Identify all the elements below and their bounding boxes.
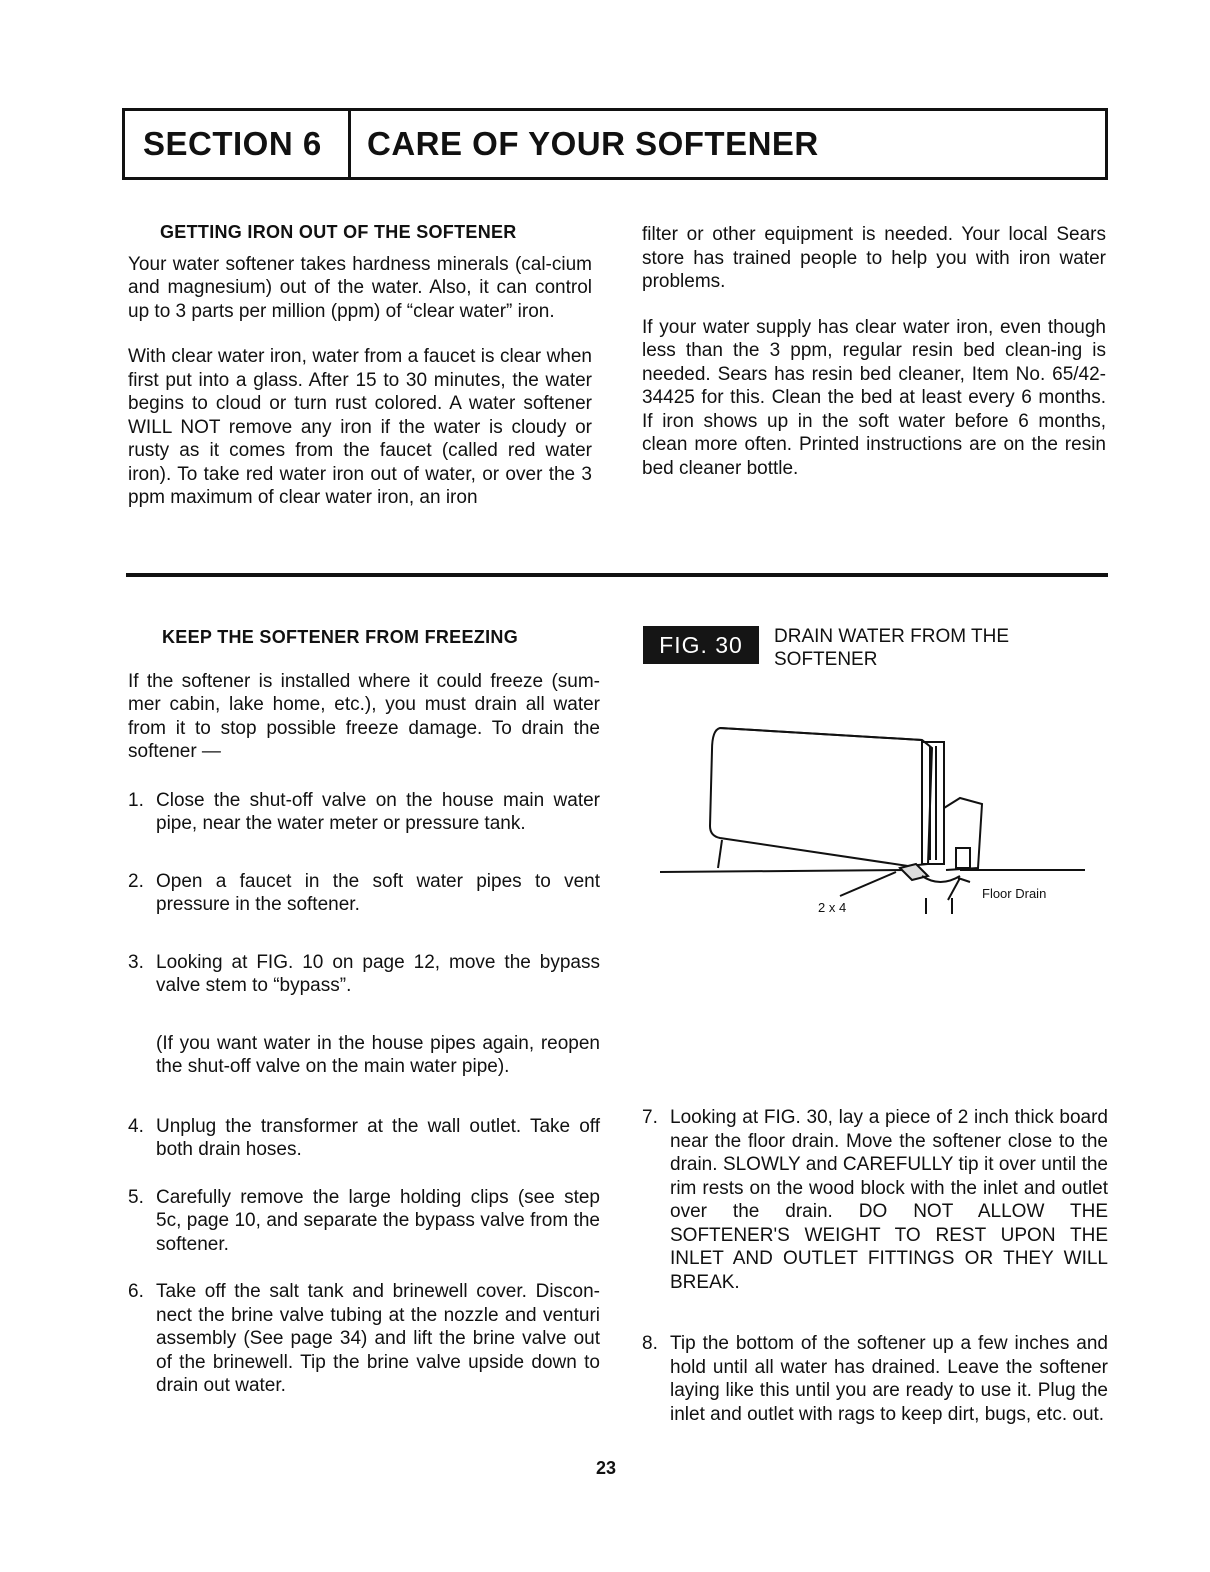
iron-right-column	[642, 223, 1106, 480]
softener-drain-illustration	[660, 700, 1090, 930]
iron-left-column	[128, 221, 592, 510]
list-item: 2. Open a faucet in the soft water pipes to vent pressure in the softener.	[128, 870, 600, 915]
iron-paragraph-1: Your water softener takes hardness minerals (cal-cium and magnesium) out of the water. Also, it can control up to 3 parts per million (ppm) of “clear water” iron.	[128, 253, 592, 322]
drain-label: Floor Drain	[982, 886, 1047, 901]
freeze-intro: If the softener is installed where it could freeze (sum-mer cabin, lake home, etc.), you must drain all water from it to stop possible freeze damage. To drain the softener —	[128, 670, 600, 762]
section-divider	[126, 573, 1108, 577]
iron-heading: GETTING IRON OUT OF THE SOFTENER	[160, 222, 517, 242]
section-number: SECTION 6	[125, 111, 351, 177]
iron-paragraph-2: With clear water iron, water from a faucet is clear when first put into a glass. After 15 to 30 minutes, the water begins to cloud or turn rust colored. A water softener WILL NOT remove any iron if the water is cloudy or rusty as it comes from the faucet (called red water iron). To take red water iron out of water, or over the 3 ppm maximum of clear water iron, an iron	[128, 346, 592, 508]
section-title: CARE OF YOUR SOFTENER	[367, 125, 819, 162]
list-item: (If you want water in the house pipes again, reopen the shut-off valve on the main water pipe).	[156, 1032, 600, 1077]
figure-caption: DRAIN WATER FROM THE SOFTENER	[774, 626, 1010, 670]
list-item: 8. Tip the bottom of the softener up a few inches and hold until all water has drained. Leave the softener laying like this until you are ready to use it. Plug the inlet and outlet with rags to keep dirt, bugs, etc. out.	[642, 1333, 1108, 1425]
figure-label: FIG. 30	[643, 626, 759, 664]
list-item: 6. Take off the salt tank and brinewell cover. Discon-nect the brine valve tubing at the nozzle and venturi assembly (See page 34) and lift the brine valve out of the brinewell. Tip the brine valve upside down to drain out water.	[128, 1281, 600, 1396]
list-item: 4. Unplug the transformer at the wall outlet. Take off both drain hoses.	[128, 1115, 600, 1160]
floor-line-left	[660, 870, 912, 872]
iron-paragraph-3: filter or other equipment is needed. Your local Sears store has trained people to help you with iron water problems.	[642, 224, 1106, 292]
section-header	[122, 108, 1108, 180]
freeze-left-column	[128, 626, 600, 1398]
list-item: 5. Carefully remove the large holding clips (see step 5c, page 10, and separate the bypass valve from the softener.	[128, 1186, 600, 1255]
page-number: 23	[596, 1458, 617, 1478]
list-item: 7. Looking at FIG. 30, lay a piece of 2 inch thick board near the floor drain. Move the softener close to the drain. SLOWLY and CAREFULLY tip it over until the rim rests on the wood block with the inlet and outlet over the drain. DO NOT ALLOW THE SOFTENER'S WEIGHT TO REST UPON THE INLET AND OUTLET FITTINGS OR THEY WILL BREAK.	[642, 1107, 1108, 1293]
list-item: 1. Close the shut-off valve on the house main water pipe, near the water meter or pressure tank.	[128, 789, 600, 834]
softener-tank	[710, 728, 932, 866]
iron-paragraph-4: If your water supply has clear water iron, even though less than the 3 ppm, regular resin bed clean-ing is needed. Sears has resin bed cleaner, Item No. 65/42-34425 for this. Clean the bed at least every 6 months. If iron shows up in the soft water before 6 months, clean more often. Printed instructions are on the resin bed cleaner bottle.	[642, 316, 1106, 479]
block-label: 2 x 4	[818, 900, 847, 915]
list-item: 3. Looking at FIG. 10 on page 12, move the bypass valve stem to “bypass”.	[128, 951, 600, 996]
freeze-heading: KEEP THE SOFTENER FROM FREEZING	[162, 627, 518, 647]
freeze-right-column	[642, 1106, 1108, 1426]
valve-head	[922, 742, 944, 864]
bypass-fitting	[944, 798, 982, 870]
